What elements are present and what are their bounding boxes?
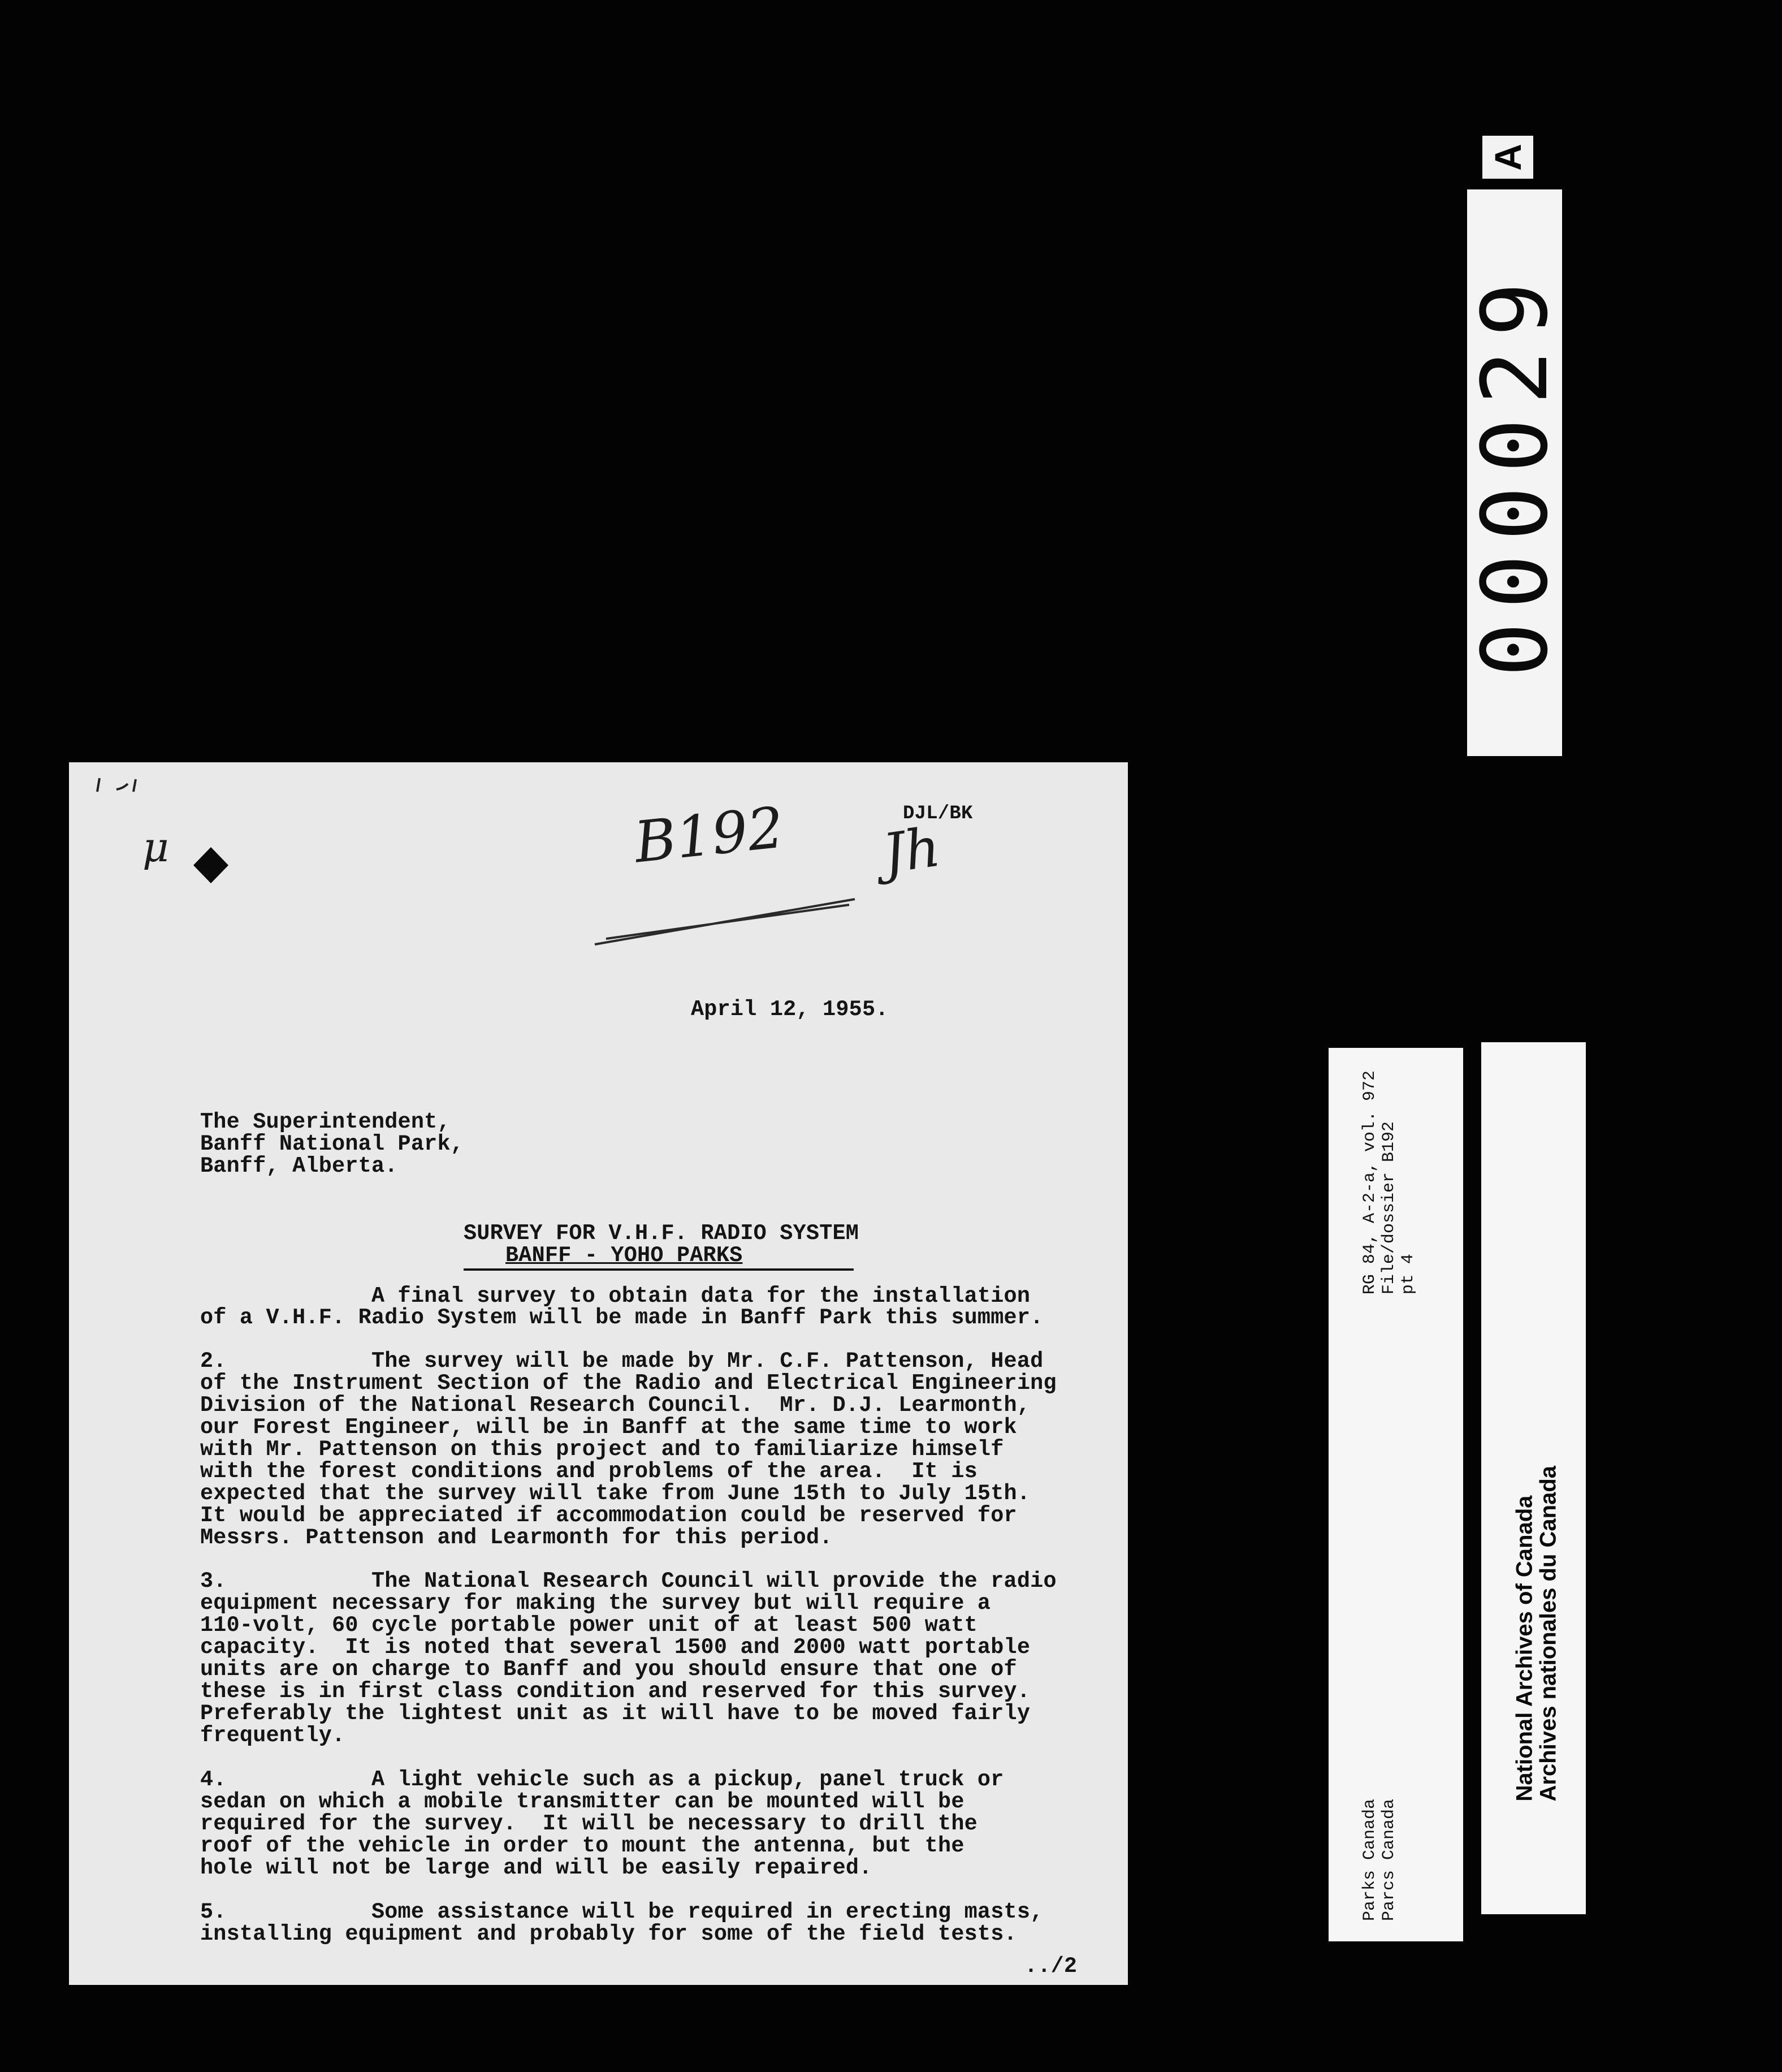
paragraph-line: equipment necessary for making the survey but will require a: [200, 1591, 991, 1616]
page-continuation: ../2: [1024, 1954, 1078, 1979]
handwritten-underline: [589, 888, 860, 956]
address-line: Banff National Park,: [200, 1132, 464, 1156]
archives-label: [1481, 1042, 1586, 1914]
paragraph-line: roof of the vehicle in order to mount the antenna, but the: [200, 1833, 964, 1858]
archive-volume-letter: [1482, 136, 1533, 179]
subject-underline: [464, 1268, 854, 1271]
paragraph-line: 5. Some assistance will be required in erecting masts,: [200, 1900, 1044, 1924]
paragraph-line: 110-volt, 60 cycle portable power unit of at least 500 watt: [200, 1613, 977, 1638]
paragraph-line: A final survey to obtain data for the installation: [200, 1284, 1031, 1309]
archives-name-fr: Archives nationales du Canada: [1536, 1465, 1561, 1802]
agency-line: Parks Canada: [1360, 1798, 1379, 1921]
paragraph-line: 4. A light vehicle such as a pickup, panel truck or: [200, 1767, 1004, 1792]
agency-lines: [1360, 1799, 1399, 1921]
paragraph-line: installing equipment and probably for some of the field tests.: [200, 1922, 1017, 1946]
letter-date: April 12, 1955.: [691, 997, 889, 1022]
paragraph-line: It would be appreciated if accommodation could be reserved for: [200, 1503, 1017, 1528]
handwritten-file-number: B192: [631, 794, 787, 876]
paragraph-line: capacity. It is noted that several 1500 and 2000 watt portable: [200, 1635, 1031, 1660]
paragraph-line: with the forest conditions and problems of the area. It is: [200, 1459, 977, 1484]
paragraph-line: sedan on which a mobile transmitter can be mounted will be: [200, 1789, 964, 1814]
paragraph-line: 2. The survey will be made by Mr. C.F. Pattenson, Head: [200, 1349, 1044, 1374]
paragraph-line: 3. The National Research Council will provide the radio: [200, 1569, 1057, 1594]
reference-line: RG 84, A-2-a, vol. 972: [1360, 1070, 1379, 1295]
agency-line: Parcs Canada: [1379, 1798, 1399, 1921]
paragraph-line: of a V.H.F. Radio System will be made in Banff Park this summer.: [200, 1305, 1044, 1330]
reference-line: File/dossier B192: [1379, 1121, 1399, 1295]
archive-frame-number: 000029: [1461, 269, 1568, 677]
subject-line: SURVEY FOR V.H.F. RADIO SYSTEM: [464, 1221, 859, 1246]
reference-label: [1329, 1048, 1463, 1941]
typist-initials: DJL/BK: [903, 803, 973, 825]
address-line: The Superintendent,: [200, 1110, 451, 1134]
paragraph-line: of the Instrument Section of the Radio and Electrical Engineering: [200, 1371, 1057, 1396]
reference-line: pt 4: [1399, 1254, 1418, 1295]
paragraph-line: units are on charge to Banff and you should ensure that one of: [200, 1657, 1017, 1682]
handwritten-initials: Jh: [879, 815, 944, 886]
archive-frame-number-strip: [1461, 189, 1568, 756]
address-line: Banff, Alberta.: [200, 1154, 398, 1179]
archives-name-en: National Archives of Canada: [1512, 1495, 1537, 1802]
paragraph-line: Messrs. Pattenson and Learmonth for this period.: [200, 1525, 833, 1550]
paragraph-line: frequently.: [200, 1723, 345, 1748]
paragraph-line: required for the survey. It will be necessary to drill the: [200, 1811, 977, 1836]
archive-volume-letter-text: A: [1486, 144, 1529, 171]
corner-marks: [94, 772, 162, 806]
letter-page: [69, 762, 1128, 1985]
paragraph-line: expected that the survey will take from June 15th to July 15th.: [200, 1481, 1031, 1506]
subject-line: BANFF - YOHO PARKS: [505, 1243, 743, 1268]
paragraph-line: Preferably the lightest unit as it will have to be moved fairly: [200, 1701, 1031, 1726]
paragraph-line: our Forest Engineer, will be in Banff at the same time to work: [200, 1415, 1017, 1440]
reference-lines: [1360, 1070, 1418, 1294]
paragraph-line: hole will not be large and will be easily repaired.: [200, 1855, 872, 1880]
paragraph-line: with Mr. Pattenson on this project and to familiarize himself: [200, 1437, 1004, 1462]
diamond-mark: [191, 846, 231, 886]
paragraph-line: Division of the National Research Council. Mr. D.J. Learmonth,: [200, 1393, 1031, 1418]
paragraph-line: these is in first class condition and reserved for this survey.: [200, 1679, 1031, 1704]
handwritten-mark: μ: [142, 823, 169, 871]
